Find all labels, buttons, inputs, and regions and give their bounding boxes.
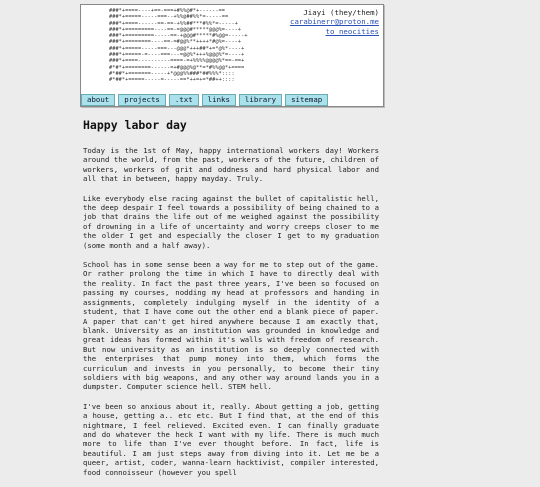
ascii-art-portrait: ###*+====----+==-===+#%%@#*+------== ###*+=====-----===--+%%@##%%*=-----== ###*+====------==-==-+%%##***#%%*=-----+ ###*+=========----==-=@@@#*****@@@%=----+ ###*+=========-----==-+@@@#*****#%@@=-----+ ###*+========----==-=#@@%**++++*#@%=----+ ###*+=====-----===---@@@*+++##*+=*@%*----+ ###*+=====-=----===---=@@%*+++%@@@%*=----+ ###*+====----------====-=+%%%%@@@@%*==-==+ #*#*+========------=+#@@@%@**=*#%%@@*+==== #*##*+=======-----+*@@@%%###*##%%%*:::: #*##*+=====-----=-----==*++=+=*##++:::: <box>109 8 248 84</box>
author-name: Jiayi (they/them) <box>303 8 379 17</box>
nav-about[interactable]: about <box>81 94 115 106</box>
nav-txt[interactable]: .txt <box>169 94 199 106</box>
post-paragraph: I've been so anxious about it, really. About getting a job, getting a house, getting a.. etc etc. But I find that, at the end of this nightmare, I feel relieved. Excited even. I can finally graduate and do whatever the heck I want with my life. There is much much more to life than I've ever thought before. In fact, life is beautiful. I am just steps away from diving into it. Let me be a queer, artist, coder, wanna-learn hacktivist, compiler interested, food connoisseur (however you spell <box>83 401 379 477</box>
post-paragraph: Today is the 1st of May, happy international workers day! Workers around the world, from the past, workers of the future, children of workers, workers of grit and oddness and hard physical labor and all that in between, happy mayday. Truly. <box>83 146 379 184</box>
nav-projects[interactable]: projects <box>118 94 166 106</box>
post-title: Happy labor day <box>83 118 187 132</box>
neocities-link[interactable]: to neocities <box>325 26 379 36</box>
author-info <box>290 8 379 36</box>
nav-sitemap[interactable]: sitemap <box>285 94 328 106</box>
email-link[interactable]: carabinerr@proton.me <box>290 17 379 27</box>
post-paragraph: Like everybody else racing against the bullet of capitalistic hell, the deep despair I feel towards a possibility of being chained to a job that drains the life out of me weighed against the possibility of drowning in a life of uncertainty and worry creeps closer to me the older I get and especially the closer I get to my graduation (some month and a half away). <box>83 193 379 250</box>
post-paragraph: School has in some sense been a way for me to step out of the game. Or rather prolong the time in which I have to directly deal with the reality. In fact the past three years, I've been so focused on passing my courses, nodding my head at professors and handing in assignments, completely indulging myself in the identity of a student, that I have come out the other end a blank piece of paper. A paper that can't get hired anywhere because I am exactly that, blank. University as an institution was grounded in knowledge and great ideas has formed within it's walls with freedom of research. But now university as an institution is so deeply connected with the enterprises that pump money into them, which forms the curriculum and invests in you personally, to become their tiny soldiers with big weapons, and any other way around lands you in a dumpster. Computer science hell. STEM hell. <box>83 260 379 392</box>
nav-library[interactable]: library <box>239 94 282 106</box>
header-panel <box>80 4 384 107</box>
blog-post <box>83 118 379 487</box>
nav-bar <box>81 94 383 106</box>
nav-links[interactable]: links <box>202 94 236 106</box>
